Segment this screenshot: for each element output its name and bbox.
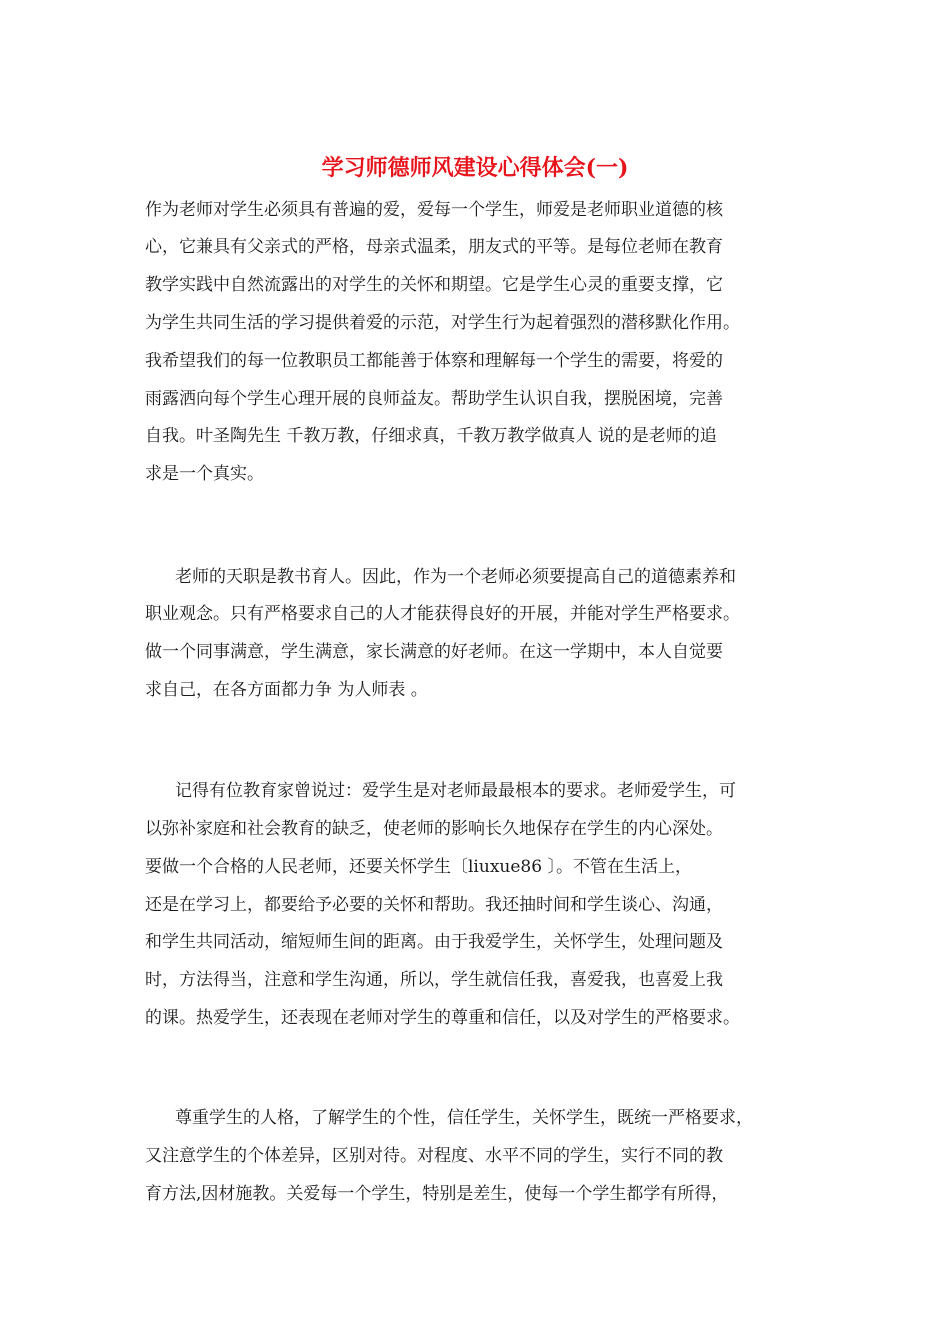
paragraph-3-line-5: 和学生共同活动，缩短师生间的距离。由于我爱学生，关怀学生，处理问题及 xyxy=(145,932,723,952)
paragraph-3-line-4: 还是在学习上，都要给予必要的关怀和帮助。我还抽时间和学生谈心、沟通， xyxy=(145,895,723,915)
paragraph-3-line-3: 要做一个合格的人民老师，还要关怀学生〔liuxue86 〕。不管在生活上， xyxy=(145,857,692,877)
paragraph-2-line-1: 老师的天职是教书育人。因此，作为一个老师必须要提高自己的道德素养和 xyxy=(175,567,736,587)
paragraph-1-line-4: 为学生共同生活的学习提供着爱的示范，对学生行为起着强烈的潜移默化作用。 xyxy=(145,313,740,333)
paragraph-1-line-6: 雨露洒向每个学生心理开展的良师益友。帮助学生认识自我，摆脱困境，完善 xyxy=(145,389,723,409)
document-title: 学习师德师风建设心得体会(一) xyxy=(321,155,629,181)
paragraph-3-line-1: 记得有位教育家曾说过：爱学生是对老师最最根本的要求。老师爱学生，可 xyxy=(175,781,736,801)
paragraph-3-line-7: 的课。热爱学生，还表现在老师对学生的尊重和信任，以及对学生的严格要求。 xyxy=(145,1008,740,1028)
paragraph-1-line-2: 心，它兼具有父亲式的严格，母亲式温柔，朋友式的平等。是每位老师在教育 xyxy=(145,237,723,257)
paragraph-1-line-1: 作为老师对学生必须具有普遍的爱，爱每一个学生，师爱是老师职业道德的核 xyxy=(145,200,723,220)
paragraph-1-line-3: 教学实践中自然流露出的对学生的关怀和期望。它是学生心灵的重要支撑，它 xyxy=(145,275,723,295)
paragraph-2-line-3: 做一个同事满意，学生满意，家长满意的好老师。在这一学期中，本人自觉要 xyxy=(145,642,723,662)
paragraph-2-line-4: 求自己，在各方面都力争 为人师表 。 xyxy=(145,680,428,700)
paragraph-4-line-3: 育方法,因材施教。关爱每一个学生，特别是差生，使每一个学生都学有所得， xyxy=(145,1184,729,1204)
paragraph-1-line-5: 我希望我们的每一位教职员工都能善于体察和理解每一个学生的需要，将爱的 xyxy=(145,351,723,371)
paragraph-4-line-1: 尊重学生的人格，了解学生的个性，信任学生，关怀学生，既统一严格要求， xyxy=(175,1108,753,1128)
paragraph-1-line-7: 自我。叶圣陶先生 千教万教，仔细求真，千教万教学做真人 说的是老师的追 xyxy=(145,426,717,446)
paragraph-2-line-2: 职业观念。只有严格要求自己的人才能获得良好的开展，并能对学生严格要求。 xyxy=(145,604,740,624)
paragraph-3-line-2: 以弥补家庭和社会教育的缺乏，使老师的影响长久地保存在学生的内心深处。 xyxy=(145,819,723,839)
paragraph-1-line-8: 求是一个真实。 xyxy=(145,464,264,484)
paragraph-3-line-6: 时，方法得当，注意和学生沟通，所以，学生就信任我，喜爱我，也喜爱上我 xyxy=(145,970,723,990)
paragraph-4-line-2: 又注意学生的个体差异，区别对待。对程度、水平不同的学生，实行不同的教 xyxy=(145,1146,723,1166)
